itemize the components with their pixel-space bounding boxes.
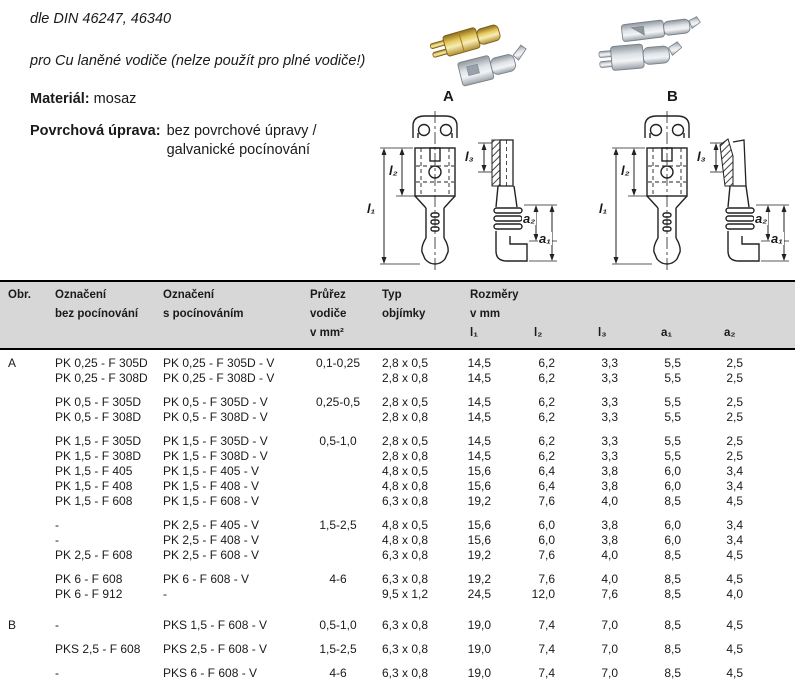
- cell-designation-plain: -: [55, 533, 59, 547]
- table-row: [0, 533, 795, 548]
- cell-designation-plain: PK 1,5 - F 405: [55, 464, 133, 478]
- cell-l2: 12,0: [531, 587, 555, 601]
- cell-l3: 3,3: [601, 356, 618, 370]
- cell-l3: 3,3: [601, 449, 618, 463]
- cell-receptacle-type: 9,5 x 1,2: [382, 587, 429, 601]
- product-photo-a: [425, 6, 565, 90]
- cell-obr: [0, 479, 47, 494]
- cell-l3: 3,3: [601, 410, 618, 424]
- cell-designation-tinned: PKS 6 - F 608 - V: [163, 666, 258, 680]
- cell-l2: 6,4: [538, 464, 555, 478]
- cell-cross-section: 4-6: [329, 572, 347, 586]
- cell-designation-plain: PK 6 - F 912: [55, 587, 123, 601]
- col-header-line: v mm²: [310, 327, 344, 339]
- table-row: [0, 410, 795, 425]
- cell-l2: 7,6: [538, 572, 555, 586]
- cell-designation-plain: PK 1,5 - F 408: [55, 479, 133, 493]
- cell-cross-section: 0,1-0,25: [315, 356, 361, 370]
- finish-value-line1: bez povrchové úpravy /: [166, 123, 317, 139]
- col-header-designation-tinned: [155, 286, 302, 343]
- cell-receptacle-type: 4,8 x 0,5: [382, 464, 429, 478]
- cell-l3: 3,3: [601, 434, 618, 448]
- dim-label-a1: a₁: [771, 231, 783, 246]
- cell-obr: A: [8, 356, 17, 370]
- col-header-line: s pocínováním: [163, 308, 244, 320]
- cell-receptacle-type: 2,8 x 0,8: [382, 410, 429, 424]
- cell-a2: 4,5: [726, 494, 743, 508]
- cell-receptacle-type: 2,8 x 0,8: [382, 449, 429, 463]
- cell-a1: 6,0: [664, 533, 681, 547]
- cell-designation-tinned: PK 2,5 - F 608 - V: [163, 548, 260, 562]
- cell-a2: 3,4: [726, 533, 743, 547]
- cell-a2: 4,5: [726, 548, 743, 562]
- table-row: [0, 350, 795, 371]
- table-row: [0, 464, 795, 479]
- col-header-line: Označení: [55, 289, 107, 301]
- cell-obr: [0, 533, 47, 548]
- cell-receptacle-type: 2,8 x 0,5: [382, 356, 429, 370]
- cell-designation-tinned: PK 1,5 - F 405 - V: [163, 464, 260, 478]
- cell-obr: [0, 587, 47, 602]
- dim-label-l2: l₂: [389, 163, 398, 178]
- dim-label-l2: l₂: [621, 163, 630, 178]
- col-header-dimensions: [462, 286, 795, 343]
- cell-l2: 7,6: [538, 494, 555, 508]
- dim-col-header: a₂: [724, 327, 736, 339]
- cell-a2: 2,5: [726, 449, 743, 463]
- cell-l3: 3,8: [601, 479, 618, 493]
- cell-l1: 19,0: [467, 642, 491, 656]
- dim-col-header: l₁: [470, 327, 478, 339]
- cell-l2: 6,2: [538, 356, 555, 370]
- cell-l1: 24,5: [467, 587, 491, 601]
- cell-obr: [0, 449, 47, 464]
- cell-receptacle-type: 6,3 x 0,8: [382, 642, 429, 656]
- dim-label-l3: l₃: [465, 149, 474, 164]
- col-header-obr: Obr.: [8, 289, 32, 301]
- technical-drawing-b: [572, 110, 792, 275]
- cell-obr: [0, 434, 47, 449]
- table-row: [0, 371, 795, 386]
- cell-designation-plain: PK 6 - F 608: [55, 572, 123, 586]
- cell-a2: 4,5: [726, 666, 743, 680]
- cell-l3: 4,0: [601, 572, 618, 586]
- cell-designation-tinned: PKS 2,5 - F 608 - V: [163, 642, 268, 656]
- cell-designation-plain: PK 0,5 - F 305D: [55, 395, 142, 409]
- cell-a2: 2,5: [726, 371, 743, 385]
- cell-l1: 19,2: [467, 494, 491, 508]
- table-row: [0, 587, 795, 602]
- table-row: [0, 449, 795, 464]
- col-header-line: Označení: [163, 289, 215, 301]
- cell-designation-plain: PK 1,5 - F 308D: [55, 449, 142, 463]
- cell-l3: 7,0: [601, 666, 618, 680]
- dim-col-header: a₁: [661, 327, 673, 339]
- col-header-line: Typ: [382, 289, 402, 301]
- cell-l3: 4,0: [601, 548, 618, 562]
- material-label: Materiál:: [30, 91, 90, 107]
- table-row: [0, 494, 795, 509]
- cell-a2: 3,4: [726, 479, 743, 493]
- cell-l1: 14,5: [467, 434, 491, 448]
- cell-obr: [0, 642, 47, 657]
- dim-header-row: [462, 324, 795, 343]
- cell-obr: [0, 371, 47, 386]
- cell-designation-tinned: PKS 1,5 - F 608 - V: [163, 618, 268, 632]
- table-row: [0, 548, 795, 563]
- cell-l1: 14,5: [467, 395, 491, 409]
- cell-a1: 5,5: [664, 371, 681, 385]
- cell-a1: 8,5: [664, 494, 681, 508]
- cell-designation-plain: PK 0,25 - F 305D: [55, 356, 148, 370]
- cell-designation-tinned: PK 0,5 - F 308D - V: [163, 410, 268, 424]
- cell-designation-plain: PK 1,5 - F 608: [55, 494, 133, 508]
- product-photo-b: [592, 12, 727, 86]
- cell-cross-section: [302, 479, 374, 494]
- cell-cross-section: [302, 533, 374, 548]
- cell-receptacle-type: 6,3 x 0,8: [382, 548, 429, 562]
- cell-l2: 6,2: [538, 410, 555, 424]
- photo-label-a: A: [443, 88, 454, 105]
- cell-cross-section: [302, 449, 374, 464]
- usage-note-line: pro Cu laněné vodiče (nelze použít pro plné vodiče!): [30, 53, 366, 69]
- cell-cross-section: [302, 410, 374, 425]
- cell-designation-tinned: PK 0,5 - F 305D - V: [163, 395, 268, 409]
- cell-l2: 6,0: [538, 533, 555, 547]
- finish-label: Povrchová úprava:: [30, 123, 161, 139]
- cell-l3: 4,0: [601, 494, 618, 508]
- cell-receptacle-type: 2,8 x 0,5: [382, 434, 429, 448]
- cell-obr: [0, 572, 47, 587]
- cell-l1: 14,5: [467, 410, 491, 424]
- cell-obr: [0, 518, 47, 533]
- cell-l2: 6,2: [538, 371, 555, 385]
- col-header-receptacle-type: [374, 286, 462, 343]
- cell-receptacle-type: 2,8 x 0,8: [382, 371, 429, 385]
- cell-l3: 7,0: [601, 642, 618, 656]
- finish-line: [30, 122, 316, 160]
- cell-designation-tinned: -: [163, 587, 167, 601]
- cell-a2: 2,5: [726, 356, 743, 370]
- cell-receptacle-type: 6,3 x 0,8: [382, 666, 429, 680]
- cell-receptacle-type: 4,8 x 0,8: [382, 479, 429, 493]
- col-header-line: Rozměry: [470, 289, 519, 301]
- cell-cross-section: 0,25-0,5: [315, 395, 361, 409]
- cell-a2: 4,5: [726, 572, 743, 586]
- din-standard-line: dle DIN 46247, 46340: [30, 11, 172, 27]
- dim-label-l1: l₁: [599, 201, 608, 216]
- cell-l1: 15,6: [467, 533, 491, 547]
- cell-designation-plain: -: [55, 518, 59, 532]
- cell-a1: 8,5: [664, 666, 681, 680]
- cell-cross-section: [302, 548, 374, 563]
- cell-a1: 6,0: [664, 464, 681, 478]
- cell-l3: 3,8: [601, 533, 618, 547]
- terminal-photo-a-illustration: [425, 6, 565, 90]
- table-row: [0, 657, 795, 681]
- cell-designation-plain: PK 2,5 - F 608: [55, 548, 133, 562]
- cell-cross-section: [302, 587, 374, 602]
- cell-l3: 7,0: [601, 618, 618, 632]
- table-row: [0, 602, 795, 633]
- table-row: [0, 633, 795, 657]
- cell-obr: [0, 548, 47, 563]
- dim-label-a2: a₂: [755, 211, 768, 226]
- cell-l2: 6,4: [538, 479, 555, 493]
- cell-receptacle-type: 4,8 x 0,8: [382, 533, 429, 547]
- cell-designation-tinned: PK 0,25 - F 308D - V: [163, 371, 275, 385]
- material-value: mosaz: [93, 91, 137, 107]
- cell-designation-tinned: PK 6 - F 608 - V: [163, 572, 250, 586]
- cell-l2: 7,4: [538, 666, 555, 680]
- cell-a1: 5,5: [664, 356, 681, 370]
- cell-designation-tinned: PK 1,5 - F 305D - V: [163, 434, 268, 448]
- table-row: [0, 479, 795, 494]
- cell-designation-plain: -: [55, 666, 59, 680]
- terminal-photo-b-illustration: [592, 12, 727, 86]
- col-header-line: objímky: [382, 308, 426, 320]
- cell-a2: 2,5: [726, 434, 743, 448]
- cell-l1: 19,0: [467, 666, 491, 680]
- technical-drawing-a: [340, 110, 560, 275]
- cell-a1: 5,5: [664, 395, 681, 409]
- cell-l1: 15,6: [467, 518, 491, 532]
- cell-receptacle-type: 6,3 x 0,8: [382, 572, 429, 586]
- cell-a2: 4,5: [726, 618, 743, 632]
- dim-col-header: l₂: [534, 327, 543, 339]
- cell-a1: 6,0: [664, 479, 681, 493]
- dim-col-header: l₃: [598, 327, 607, 339]
- cell-l1: 15,6: [467, 464, 491, 478]
- table-row: [0, 425, 795, 449]
- cell-l2: 7,4: [538, 642, 555, 656]
- col-header-cross-section: [302, 286, 374, 343]
- dimension-table: [0, 280, 795, 681]
- cell-designation-tinned: PK 1,5 - F 308D - V: [163, 449, 268, 463]
- cell-receptacle-type: 2,8 x 0,5: [382, 395, 429, 409]
- cell-a2: 4,0: [726, 587, 743, 601]
- cell-l2: 7,4: [538, 618, 555, 632]
- dim-label-l3: l₃: [697, 149, 706, 164]
- cell-designation-plain: PK 0,5 - F 308D: [55, 410, 142, 424]
- cell-receptacle-type: 6,3 x 0,8: [382, 494, 429, 508]
- cell-designation-tinned: PK 2,5 - F 408 - V: [163, 533, 260, 547]
- table-row: [0, 509, 795, 533]
- cell-l2: 6,2: [538, 395, 555, 409]
- col-header-designation-plain: [47, 286, 155, 343]
- cell-l3: 7,6: [601, 587, 618, 601]
- cell-receptacle-type: 6,3 x 0,8: [382, 618, 429, 632]
- cell-a1: 8,5: [664, 642, 681, 656]
- cell-obr: [0, 410, 47, 425]
- cell-cross-section: 0,5-1,0: [319, 434, 357, 448]
- cell-a1: 8,5: [664, 548, 681, 562]
- cell-l1: 15,6: [467, 479, 491, 493]
- cell-cross-section: [302, 371, 374, 386]
- cell-l2: 6,2: [538, 434, 555, 448]
- cell-cross-section: 0,5-1,0: [319, 618, 357, 632]
- cell-designation-plain: PKS 2,5 - F 608: [55, 642, 141, 656]
- cell-a2: 2,5: [726, 410, 743, 424]
- cell-a1: 5,5: [664, 410, 681, 424]
- cell-receptacle-type: 4,8 x 0,5: [382, 518, 429, 532]
- cell-l3: 3,8: [601, 464, 618, 478]
- table-row: [0, 386, 795, 410]
- cell-designation-plain: PK 1,5 - F 305D: [55, 434, 142, 448]
- dim-label-l1: l₁: [367, 201, 376, 216]
- cell-cross-section: 1,5-2,5: [319, 642, 357, 656]
- cell-designation-plain: -: [55, 618, 59, 632]
- table-row: [0, 563, 795, 587]
- cell-a1: 5,5: [664, 434, 681, 448]
- cell-a2: 3,4: [726, 464, 743, 478]
- cell-l2: 6,0: [538, 518, 555, 532]
- cell-a1: 8,5: [664, 587, 681, 601]
- cell-a2: 2,5: [726, 395, 743, 409]
- cell-a1: 8,5: [664, 618, 681, 632]
- cell-a1: 6,0: [664, 518, 681, 532]
- col-header-line: bez pocínování: [55, 308, 139, 320]
- cell-l3: 3,3: [601, 395, 618, 409]
- photo-label-b: B: [667, 88, 678, 105]
- cell-designation-plain: PK 0,25 - F 308D: [55, 371, 148, 385]
- col-header-line: vodiče: [310, 308, 347, 320]
- table-header: [0, 280, 795, 350]
- cell-designation-tinned: PK 2,5 - F 405 - V: [163, 518, 260, 532]
- cell-obr: B: [8, 618, 17, 632]
- cell-obr: [0, 666, 47, 681]
- dim-label-a2: a₂: [523, 211, 536, 226]
- col-header-line: v mm: [470, 308, 501, 320]
- cell-l1: 14,5: [467, 356, 491, 370]
- cell-cross-section: [302, 494, 374, 509]
- col-header-line: Průřez: [310, 289, 346, 301]
- cell-l3: 3,3: [601, 371, 618, 385]
- cell-designation-tinned: PK 1,5 - F 608 - V: [163, 494, 260, 508]
- cell-a2: 3,4: [726, 518, 743, 532]
- cell-obr: [0, 395, 47, 410]
- table-body: [0, 350, 795, 681]
- cell-l2: 7,6: [538, 548, 555, 562]
- cell-l1: 14,5: [467, 371, 491, 385]
- cell-l1: 19,2: [467, 572, 491, 586]
- cell-l1: 19,0: [467, 618, 491, 632]
- cell-obr: [0, 464, 47, 479]
- cell-cross-section: 4-6: [329, 666, 347, 680]
- cell-a1: 5,5: [664, 449, 681, 463]
- cell-l1: 14,5: [467, 449, 491, 463]
- cell-designation-tinned: PK 1,5 - F 408 - V: [163, 479, 260, 493]
- cell-l2: 6,2: [538, 449, 555, 463]
- cell-obr: [0, 494, 47, 509]
- cell-cross-section: 1,5-2,5: [319, 518, 357, 532]
- cell-cross-section: [302, 464, 374, 479]
- material-line: [30, 90, 136, 108]
- finish-value-line2: galvanické pocínování: [166, 142, 311, 158]
- cell-l3: 3,8: [601, 518, 618, 532]
- cell-a1: 8,5: [664, 572, 681, 586]
- cell-a2: 4,5: [726, 642, 743, 656]
- dim-label-a1: a₁: [539, 231, 551, 246]
- cell-designation-tinned: PK 0,25 - F 305D - V: [163, 356, 275, 370]
- cell-l1: 19,2: [467, 548, 491, 562]
